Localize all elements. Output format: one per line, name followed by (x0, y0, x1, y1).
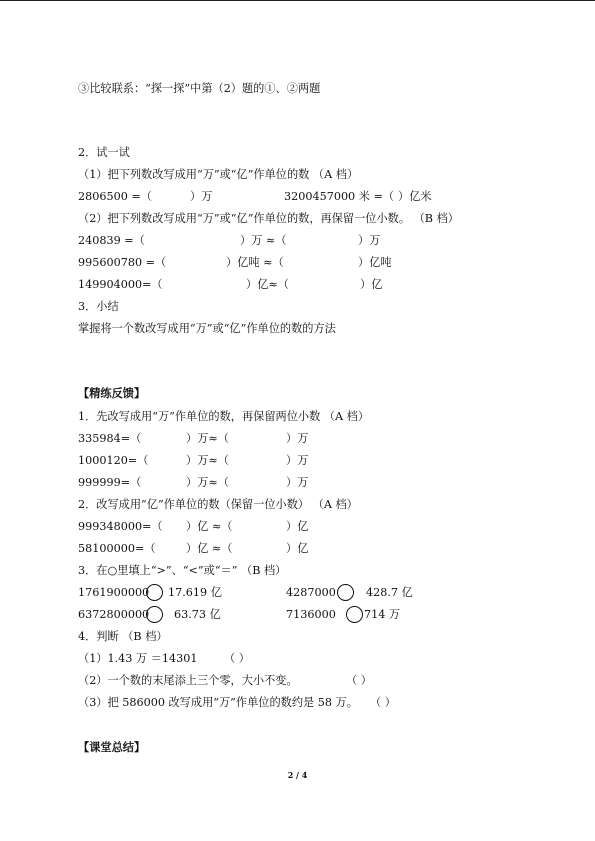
f1-row-2-mid: ）万≈（ (186, 454, 229, 467)
f1-row-1-mid: ）万≈（ (186, 432, 229, 445)
section-3-title: 3．小结 (78, 300, 119, 313)
f3-r2-number-a: 6372800000 (78, 608, 150, 621)
q2-r1-left: 240839 =（ (78, 234, 145, 247)
f1-row-1-left: 335984=（ (78, 432, 142, 445)
compare-circle-2[interactable] (337, 584, 354, 601)
section-2-title: 2．试一试 (78, 146, 130, 159)
q2-r1-mid: ）万 ≈（ (240, 234, 287, 247)
f2-row-2-mid: ）亿 ≈（ (186, 542, 233, 555)
f4-item-1-text: （1）1.43 万 ＝14301 (78, 652, 198, 665)
f3-r1-number-c: 4287000 (286, 586, 336, 599)
f1-row-3-right: ）万 (286, 476, 309, 489)
compare-circle-3[interactable] (146, 606, 163, 623)
summary-text: 掌握将一个数改写成用“万”或“亿”作单位的数的方法 (78, 322, 336, 335)
f1-row-2-right: ）万 (286, 454, 309, 467)
f2-title: 2．改写成用“亿”作单位的数（保留一位小数） （A 档） (78, 498, 358, 511)
f2-row-2-left: 58100000=（ (78, 542, 156, 555)
f2-row-1-left: 999348000=（ (78, 520, 163, 533)
f1-row-1-right: ）万 (286, 432, 309, 445)
compare-line: ③比较联系：“探一探”中第（2）题的①、②两题 (78, 82, 321, 95)
q1-title: （1）把下列数改写成用“万”或“亿”作单位的数 （A 档） (78, 168, 359, 181)
q2-r2-left: 995600780 =（ (78, 256, 167, 269)
f1-title: 1．先改写成用“万”作单位的数，再保留两位小数 （A 档） (78, 410, 370, 423)
f4-title: 4．判断 （B 档） (78, 630, 168, 643)
f3-r2-number-c: 7136000 (286, 608, 336, 621)
q2-title: （2）把下列数改写成用“万”或“亿”作单位的数，再保留一位小数。 （B 档） (78, 212, 459, 225)
f1-row-3-left: 999999=（ (78, 476, 142, 489)
f2-row-2-right: ）亿 (286, 542, 309, 555)
f3-r1-number-d: 428.7 亿 (366, 586, 413, 599)
q1-b-unit: ）亿米 (398, 190, 432, 203)
page-number: 2 / 4 (287, 770, 308, 780)
f4-item-2-answer[interactable]: （ ） (346, 674, 372, 687)
f4-item-1-answer[interactable]: （ ） (224, 652, 250, 665)
f2-row-1-right: ）亿 (286, 520, 309, 533)
f4-item-3-text: （3）把 586000 改写成用“万”作单位的数约是 58 万。 (78, 696, 358, 709)
class-summary-title: 【课堂总结】 (78, 740, 146, 754)
f1-row-2-left: 1000120=（ (78, 454, 149, 467)
f3-r2-number-d: 714 万 (364, 608, 401, 621)
f3-r2-number-b: 63.73 亿 (174, 608, 221, 621)
q2-r2-mid: ）亿吨 ≈（ (226, 256, 284, 269)
q2-r3-left: 149904000=（ (78, 278, 163, 291)
f3-r1-number-b: 17.619 亿 (168, 586, 222, 599)
q2-r2-right: ）亿吨 (358, 256, 392, 269)
q2-r3-right: ）亿 (360, 278, 383, 291)
q2-r3-mid: ）亿≈（ (246, 278, 289, 291)
f4-item-2-text: （2）一个数的末尾添上三个零，大小不变。 (78, 674, 298, 687)
compare-circle-1[interactable] (146, 584, 163, 601)
feedback-title: 【精练反馈】 (78, 386, 146, 400)
f3-r1-number-a: 1761900000 (78, 586, 150, 599)
f4-item-3-answer[interactable]: （ ） (370, 696, 396, 709)
q2-r1-right: ）万 (358, 234, 381, 247)
q1-b-left: 3200457000 米 =（ (284, 190, 395, 203)
compare-circle-4[interactable] (346, 606, 363, 623)
f3-title: 3．在○里填上“>”、“<”或“＝” （B 档） (78, 564, 287, 577)
f1-row-3-mid: ）万≈（ (186, 476, 229, 489)
q1-a-left: 2806500 =（ (78, 190, 152, 203)
f2-row-1-mid: ）亿 ≈（ (186, 520, 233, 533)
top-border (0, 0, 595, 1)
q1-a-unit: ）万 (190, 190, 213, 203)
